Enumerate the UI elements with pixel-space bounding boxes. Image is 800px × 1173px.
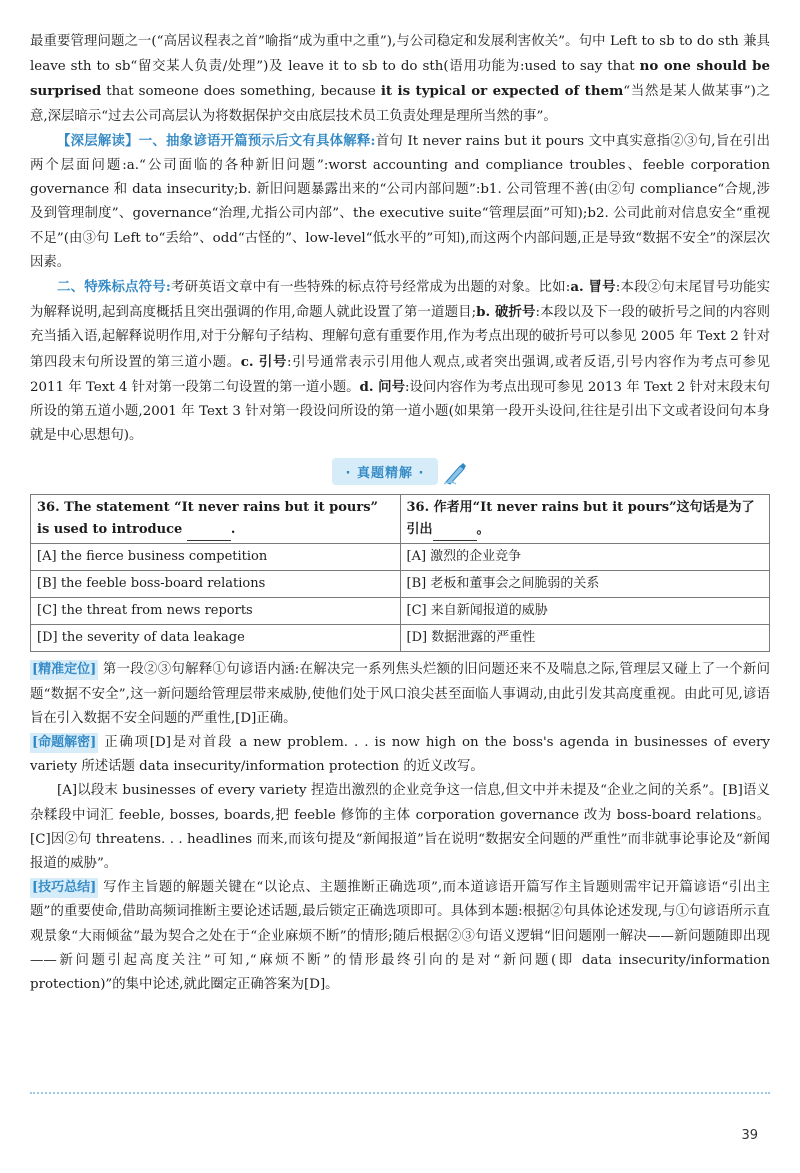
banner-label: · 真题精解 · — [332, 458, 439, 485]
paragraph-intro — [30, 30, 770, 129]
stem-text: 36. The statement “It never rains but it pours” is used to introduce — [37, 500, 379, 538]
pen-icon — [442, 460, 468, 486]
footer-divider — [30, 1092, 770, 1094]
text-run: :引号通常表示引用他人观点,或者突出强调,或者反语,引号内容作为考点可参见 2011 年 Text 4 针对第一段第二句设置的第一道小题。 — [30, 354, 771, 395]
answer-blank — [433, 526, 477, 541]
option-c-zh: [C] 来自新闻报道的威胁 — [400, 598, 770, 625]
text-run: 第一段②③句解释①句谚语内涵:在解决完一系列焦头烂额的旧问题还来不及喘息之际,管理层又碰上了一个新问题“数据不安全”,这一新问题给管理层带来威胁,使他们处于风口浪尖甚至面临人事调动,由此引发其高度重视。由此可见,谚语旨在引入数据不安全问题的严重性,[D]正确。 — [30, 662, 770, 726]
option-c-en: [C] the threat from news reports — [31, 598, 401, 625]
paragraph-locate — [30, 658, 770, 731]
text-run: :设问内容作为考点出现可参见 2013 年 Text 2 针对末段末句所设的第五道小题,2001 年 Text 3 针对第一段设问所设的第一道小题(如果第一段开头设问,往往是引出下文或者设问句本身就是中心思想句)。 — [30, 379, 771, 444]
table-row — [31, 625, 770, 652]
paragraph-decode — [30, 731, 770, 779]
stem-end: . — [230, 522, 236, 538]
option-a-zh: [A] 激烈的企业竞争 — [400, 544, 770, 571]
table-row — [31, 598, 770, 625]
option-b-zh: [B] 老板和董事会之间脆弱的关系 — [400, 571, 770, 598]
option-d-zh: [D] 数据泄露的严重性 — [400, 625, 770, 652]
question-table — [30, 494, 770, 652]
answer-blank — [187, 526, 231, 541]
question-stem-zh — [400, 495, 770, 544]
text-run: 考研英语文章中有一些特殊的标点符号经常成为出题的对象。比如: — [170, 280, 571, 296]
table-row — [31, 571, 770, 598]
stem-text: 36. 作者用“It never rains but it pours”这句话是为了引出 — [406, 500, 755, 538]
bold-phrase: no one should be surprised — [30, 58, 770, 100]
bold-phrase: c. 引号 — [240, 353, 288, 370]
stem-end: 。 — [476, 522, 490, 538]
option-a-en: [A] the fierce business competition — [31, 544, 401, 571]
bold-phrase: it is typical or expected of them — [380, 83, 624, 100]
bold-phrase: d. 问号 — [359, 378, 405, 395]
table-row — [31, 544, 770, 571]
paragraph-tips — [30, 876, 770, 997]
option-d-en: [D] the severity of data leakage — [31, 625, 401, 652]
page-body — [30, 30, 770, 997]
table-row — [31, 495, 770, 544]
text-run: :本段以及下一段的破折号之间的内容则充当插入语,起解释说明作用,对于分解句子结构、理解句意有重要作用,作为考点出现的破折号可以参见 2005 年 Text 2 针对第四段末句所设置的第三道小题。 — [30, 305, 771, 370]
tag-label: [命题解密] — [30, 733, 98, 753]
paragraph-punctuation — [30, 275, 770, 448]
section-heading: 二、特殊标点符号: — [57, 279, 171, 296]
question-stem-en — [31, 495, 401, 544]
paragraph-deep-reading — [30, 129, 770, 275]
tag-label: [精准定位] — [30, 660, 98, 680]
text-run: 正确项[D]是对首段 a new problem. . . is now high on the boss's agenda in businesses of every variety 所述话题 data insecurity/information protection 的近义改写。 — [30, 735, 770, 775]
text-run: “当然是某人做某事”)之意,深层暗示“过去公司高层认为将数据保护交由底层技术员工负责处理是理所当然的事”。 — [30, 84, 770, 124]
text-run: 首句 It never rains but it pours 文中真实意指②③句,旨在引出两个层面问题:a.“公司面临的各种新旧问题”:worst accounting and compliance troubles、feeble corporation governance 和 data insecurity;b. 新旧问题暴露出来的“公司内部问题”:b1. 公司管理不善(由②句 compliance“合规,涉及到管理制度”、governance“治理,尤指公司内部”、the executive suite“管理层面”可知);b2. 公司此前对信息安全“重视不足”(由③句 Left to“丢给”、odd“古怪的”、low-level“低水平的”可知),而这两个内部问题,正是导致“数据不安全”的深层次因素。 — [30, 133, 770, 270]
tag-label: [技巧总结] — [30, 878, 98, 898]
text-run: that someone does something, because — [101, 84, 381, 100]
section-heading: 【深层解读】一、抽象谚语开篇预示后文有具体解释: — [57, 132, 376, 149]
text-run: 写作主旨题的解题关键在“以论点、主题推断正确选项”,而本道谚语开篇写作主旨题则需牢记开篇谚语“引出主题”的重要使命,借助高频词推断主要论述话题,最后锁定正确选项即可。具体到本题:根据②句具体论述发现,与①句谚语所示直观景象“大雨倾盆”最为契合之处在于“企业麻烦不断”的情形;随后根据②③句语义逻辑“旧问题刚一解决——新问题随即出现——新问题引起高度关注”可知,“麻烦不断”的情形最终引向的是对“新问题(即 data insecurity/information protection)”的集中论述,就此圈定正确答案为[D]。 — [30, 880, 770, 993]
bold-phrase: a. 冒号 — [570, 279, 616, 296]
text-run: :本段②句末尾冒号功能实为解释说明,起到高度概括且突出强调的作用,命题人就此设置了第一道题目; — [30, 280, 770, 321]
section-banner — [30, 458, 770, 488]
page-number: 39 — [741, 1128, 758, 1143]
text-run: 最重要管理问题之一(“高居议程表之首”喻指“成为重中之重”),与公司稳定和发展利害攸关”。句中 Left to sb to do sth 兼具 leave sth to sb“留交某人负责/处理”)及 leave it to sb to do sth(语用功能为:used to say that — [30, 34, 770, 75]
bold-phrase: b. 破折号 — [476, 304, 536, 321]
option-b-en: [B] the feeble boss-board relations — [31, 571, 401, 598]
paragraph-distractors: [A]以段末 businesses of every variety 捏造出激烈的企业竞争这一信息,但文中并未提及“企业之间的关系”。[B]语义杂糅段中词汇 feeble, bosses, boards,把 feeble 修饰的主体 corporation governance 改为 boss-board relations。[C]因②句 threatens. . . headlines 而来,而该句提及“新闻报道”旨在说明“数据安全问题的严重性”而非就事论事论及“新闻报道的威胁”。 — [30, 783, 770, 872]
